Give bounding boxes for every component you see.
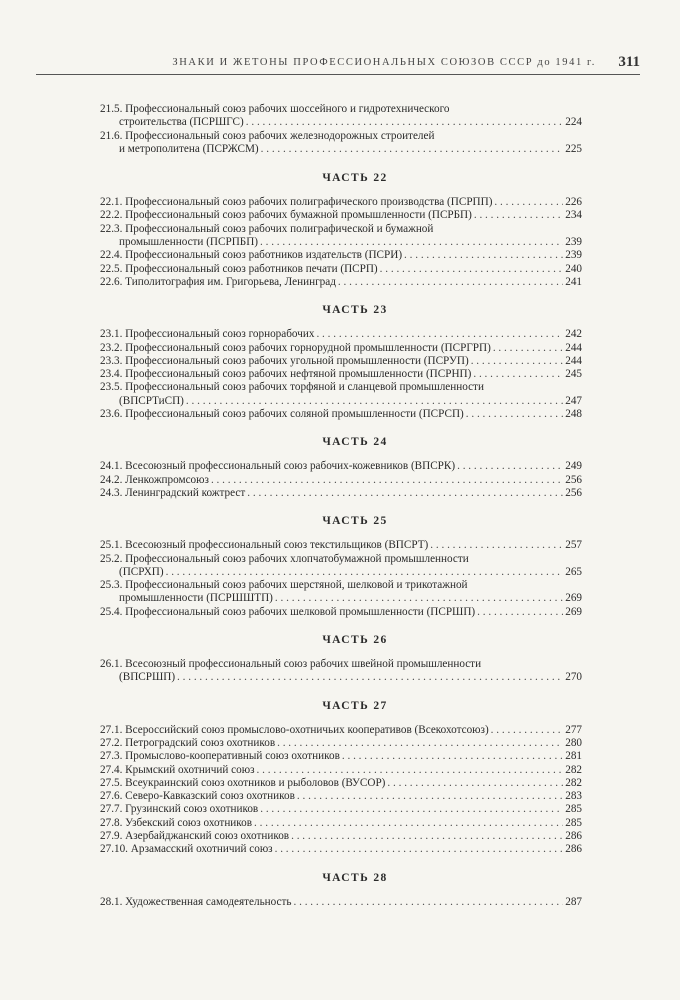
toc-page-number: 225: [565, 142, 582, 155]
toc-entry-title: 22.2. Профессиональный союз рабочих бумажной промышленности (ПСРБП): [100, 209, 472, 222]
toc-page-number: 282: [565, 776, 582, 789]
toc-entry[interactable]: [100, 606, 582, 619]
toc-page-number: 245: [565, 368, 582, 381]
toc-entry-line: [100, 223, 582, 236]
toc-entry-line: [100, 381, 582, 394]
toc-entry-title: промышленности (ПСРПБП): [119, 236, 259, 249]
toc-entry-title: 23.1. Профессиональный союз горнорабочих: [100, 328, 315, 341]
dot-leader: [491, 724, 564, 737]
toc-page-number: 239: [565, 236, 582, 249]
toc-page-number: 277: [565, 723, 582, 736]
toc-entry-title: 25.2. Профессиональный союз рабочих хлопчатобумажной промышленности: [100, 552, 469, 565]
toc-page-number: 241: [565, 275, 582, 288]
toc-entry-title: 27.6. Северо-Кавказский союз охотников: [100, 790, 295, 803]
dot-leader: [260, 803, 563, 816]
toc-entry-title: 24.3. Ленинградский кожтрест: [100, 486, 246, 499]
toc-entry[interactable]: [100, 474, 582, 487]
toc-entry[interactable]: [100, 263, 582, 276]
toc-entry[interactable]: [100, 355, 582, 368]
toc-entry[interactable]: [100, 249, 582, 262]
dot-leader: [457, 460, 563, 473]
toc-entry-title: 22.1. Профессиональный союз рабочих полиграфического производства (ПСРПП): [100, 196, 493, 209]
toc-entry[interactable]: [100, 803, 582, 816]
toc-entry-line: [100, 803, 582, 816]
toc-entry[interactable]: [100, 553, 582, 580]
toc-entry-title: 26.1. Всесоюзный профессиональный союз рабочих швейной промышленности: [100, 658, 482, 671]
toc-entry-line: [100, 263, 582, 276]
toc-entry[interactable]: [100, 381, 582, 408]
toc-section: [100, 301, 582, 421]
toc-entry-line: [100, 355, 582, 368]
toc-entry-line: [100, 276, 582, 289]
toc-entry-title: 27.9. Азербайджанский союз охотников: [100, 829, 290, 842]
toc-entry-title: 25.4. Профессиональный союз рабочих шелковой промышленности (ПСРШП): [100, 605, 476, 618]
toc-entry-line: [100, 671, 582, 684]
dot-leader: [474, 209, 563, 222]
toc-entry-title: 27.5. Всеукраинский союз охотников и рыболовов (ВУСОР): [100, 776, 386, 789]
toc-page-number: 244: [565, 354, 582, 367]
toc-page-number: 285: [565, 816, 582, 829]
toc-entry-title: промышленности (ПСРШШТП): [119, 592, 273, 605]
dot-leader: [260, 236, 563, 249]
toc-page-number: 257: [565, 539, 582, 552]
toc-entry-line: [100, 737, 582, 750]
toc-section: [100, 169, 582, 289]
toc-entry[interactable]: [100, 737, 582, 750]
toc-entry-line: [100, 196, 582, 209]
toc-entry-line: [100, 143, 582, 156]
toc-entry[interactable]: [100, 724, 582, 737]
toc-entry-title: 27.3. Промыслово-кооперативный союз охотников: [100, 750, 340, 763]
dot-leader: [186, 395, 563, 408]
section-heading: ЧАСТЬ 22: [322, 172, 388, 185]
toc-entry-title: 27.1. Всероссийский союз промыслово-охотничьих кооперативов (Всекохотсоюз): [100, 723, 489, 736]
dot-leader: [387, 777, 563, 790]
toc-entry-title: 22.6. Типолитография им. Григорьева, Ленинград: [100, 275, 336, 288]
toc-entry[interactable]: [100, 103, 582, 130]
toc-entry[interactable]: [100, 830, 582, 843]
toc-entry-title: 27.8. Узбекский союз охотников: [100, 816, 253, 829]
toc-entry[interactable]: [100, 896, 582, 909]
toc-page-number: 281: [565, 750, 582, 763]
dot-leader: [404, 249, 563, 262]
dot-leader: [275, 843, 564, 856]
toc-page-number: 239: [565, 249, 582, 262]
toc-entry-title: 23.5. Профессиональный союз рабочих торфяной и сланцевой промышленности: [100, 381, 484, 394]
toc-entry-title: строительства (ПСРШГС): [119, 116, 244, 129]
toc-entry-line: [100, 896, 582, 909]
toc-page-number: 248: [565, 408, 582, 421]
toc-entry-line: [100, 579, 582, 592]
toc-page-number: 283: [565, 790, 582, 803]
dot-leader: [493, 342, 563, 355]
toc-entry-line: [100, 830, 582, 843]
toc-entry[interactable]: [100, 817, 582, 830]
dot-leader: [342, 750, 563, 763]
toc-entry[interactable]: [100, 539, 582, 552]
dot-leader: [466, 408, 563, 421]
toc-entry-line: [100, 236, 582, 249]
dot-leader: [246, 116, 563, 129]
toc-entry-title: 23.4. Профессиональный союз рабочих нефтяной промышленности (ПСРНП): [100, 368, 472, 381]
toc-entry-title: (ВПСРШП): [119, 671, 176, 684]
toc-entry[interactable]: [100, 196, 582, 209]
toc-page-number: 269: [565, 605, 582, 618]
dot-leader: [275, 592, 563, 605]
toc-entry-title: 24.1. Всесоюзный профессиональный союз рабочих-кожевников (ВПСРК): [100, 460, 456, 473]
toc-entry[interactable]: [100, 487, 582, 500]
toc-entry-line: [100, 539, 582, 552]
dot-leader: [338, 276, 563, 289]
toc-page-number: 256: [565, 486, 582, 499]
dot-leader: [316, 328, 563, 341]
toc-entry-line: [100, 130, 582, 143]
toc-page-number: 287: [565, 895, 582, 908]
dot-leader: [277, 737, 563, 750]
dot-leader: [494, 196, 563, 209]
toc-entry-line: [100, 249, 582, 262]
toc-entry-title: 28.1. Художественная самодеятельность: [100, 895, 292, 908]
toc-entry-title: 27.4. Крымский охотничий союз: [100, 763, 255, 776]
toc-page-number: 244: [565, 341, 582, 354]
toc-page-number: 282: [565, 763, 582, 776]
toc-page-number: 269: [565, 592, 582, 605]
toc-entry-line: [100, 209, 582, 222]
toc-section: [100, 433, 582, 500]
toc-entry-line: [100, 777, 582, 790]
toc-entry-title: 23.3. Профессиональный союз рабочих угольной промышленности (ПСРУП): [100, 354, 469, 367]
toc-entry[interactable]: [100, 276, 582, 289]
toc-entry-line: [100, 474, 582, 487]
dot-leader: [257, 764, 564, 777]
toc-entry-title: 21.5. Профессиональный союз рабочих шоссейного и гидротехнического: [100, 103, 450, 115]
toc-page-number: 265: [565, 565, 582, 578]
toc-entry-title: 27.10. Арзамасский охотничий союз: [100, 843, 273, 856]
toc-page-number: 242: [565, 328, 582, 341]
toc-entry-line: [100, 750, 582, 763]
toc-entry-title: 22.5. Профессиональный союз работников печати (ПСРП): [100, 262, 378, 275]
toc-entry[interactable]: [100, 209, 582, 222]
toc-entry-line: [100, 658, 582, 671]
toc-entry-title: 27.7. Грузинский союз охотников: [100, 803, 259, 816]
toc-entry[interactable]: [100, 764, 582, 777]
toc-page-number: 240: [565, 262, 582, 275]
toc-page-number: 226: [565, 196, 582, 209]
toc-page-number: 249: [565, 460, 582, 473]
toc-entry-line: [100, 592, 582, 605]
dot-leader: [477, 606, 563, 619]
toc-entry-title: 22.3. Профессиональный союз рабочих полиграфической и бумажной: [100, 222, 434, 235]
toc-entry-title: 23.6. Профессиональный союз рабочих соляной промышленности (ПСРСП): [100, 408, 464, 421]
toc-entry[interactable]: [100, 843, 582, 856]
toc-section: [100, 869, 582, 909]
toc-entry[interactable]: [100, 328, 582, 341]
toc-entry-title: 25.3. Профессиональный союз рабочих шерстяной, шелковой и трикотажной: [100, 579, 468, 592]
toc-page-number: 285: [565, 803, 582, 816]
toc-section: [100, 631, 582, 685]
toc-entry[interactable]: [100, 460, 582, 473]
dot-leader: [380, 263, 564, 276]
toc-entry[interactable]: [100, 130, 582, 157]
page-number: 311: [618, 54, 640, 70]
dot-leader: [166, 566, 564, 579]
dot-leader: [297, 790, 563, 803]
toc-entry-title: и метрополитена (ПСРЖСМ): [119, 142, 259, 155]
dot-leader: [261, 143, 564, 156]
toc-entry-line: [100, 342, 582, 355]
toc-entry-line: [100, 328, 582, 341]
toc-entry-title: 25.1. Всесоюзный профессиональный союз текстильщиков (ВПСРТ): [100, 539, 429, 552]
toc-entry-line: [100, 460, 582, 473]
toc-entry[interactable]: [100, 223, 582, 250]
running-title: ЗНАКИ И ЖЕТОНЫ ПРОФЕССИОНАЛЬНЫХ СОЮЗОВ СССР до 1941 г.: [172, 57, 596, 68]
dot-leader: [211, 474, 563, 487]
toc-page-number: 247: [565, 394, 582, 407]
toc-entry-line: [100, 843, 582, 856]
toc-entry-line: [100, 790, 582, 803]
dot-leader: [291, 830, 563, 843]
dot-leader: [247, 487, 563, 500]
dot-leader: [294, 896, 564, 909]
toc-entry[interactable]: [100, 777, 582, 790]
toc-entry-line: [100, 764, 582, 777]
toc-entry-title: (ВПСРТиСП): [119, 394, 184, 407]
toc-entry[interactable]: [100, 658, 582, 685]
toc-entry-line: [100, 103, 582, 116]
section-heading: ЧАСТЬ 26: [322, 634, 388, 647]
toc-page-number: 270: [565, 671, 582, 684]
toc-entry-line: [100, 395, 582, 408]
toc-page-number: 256: [565, 473, 582, 486]
toc-entry[interactable]: [100, 342, 582, 355]
toc-entry[interactable]: [100, 790, 582, 803]
toc-entry-line: [100, 408, 582, 421]
toc-page-number: 280: [565, 736, 582, 749]
toc-entry-title: 21.6. Профессиональный союз рабочих железнодорожных строителей: [100, 129, 435, 142]
dot-leader: [177, 671, 563, 684]
toc-entry-line: [100, 566, 582, 579]
toc-entry-title: 24.2. Ленкожпромсоюз: [100, 473, 209, 486]
section-heading: ЧАСТЬ 28: [322, 871, 388, 884]
toc-page-number: 224: [565, 116, 582, 129]
toc-entry-title: 27.2. Петроградский союз охотников: [100, 736, 276, 749]
section-heading: ЧАСТЬ 24: [322, 436, 388, 449]
section-heading: ЧАСТЬ 23: [322, 304, 388, 317]
dot-leader: [430, 539, 563, 552]
dot-leader: [473, 368, 563, 381]
toc-entry-line: [100, 487, 582, 500]
toc-page-number: 286: [565, 843, 582, 856]
section-heading: ЧАСТЬ 25: [322, 515, 388, 528]
dot-leader: [471, 355, 564, 368]
toc-section: [100, 697, 582, 857]
dot-leader: [254, 817, 563, 830]
toc-entry-line: [100, 368, 582, 381]
toc-entry[interactable]: [100, 750, 582, 763]
section-heading: ЧАСТЬ 27: [322, 699, 388, 712]
toc-entry[interactable]: [100, 368, 582, 381]
toc-entry-title: 23.2. Профессиональный союз рабочих горнорудной промышленности (ПСРГРП): [100, 341, 491, 354]
toc-entry-title: 22.4. Профессиональный союз работников издательств (ПСРИ): [100, 249, 403, 262]
table-of-contents: [100, 103, 582, 909]
toc-entry[interactable]: [100, 408, 582, 421]
toc-entry-line: [100, 724, 582, 737]
toc-entry-title: (ПСРХП): [119, 565, 164, 578]
toc-entry-line: [100, 606, 582, 619]
running-header: [36, 54, 640, 75]
toc-page-number: 234: [565, 209, 582, 222]
toc-entry-line: [100, 116, 582, 129]
toc-entry[interactable]: [100, 579, 582, 606]
toc-page-number: 286: [565, 829, 582, 842]
toc-section: [100, 512, 582, 619]
toc-entry-line: [100, 553, 582, 566]
toc-entry-line: [100, 817, 582, 830]
